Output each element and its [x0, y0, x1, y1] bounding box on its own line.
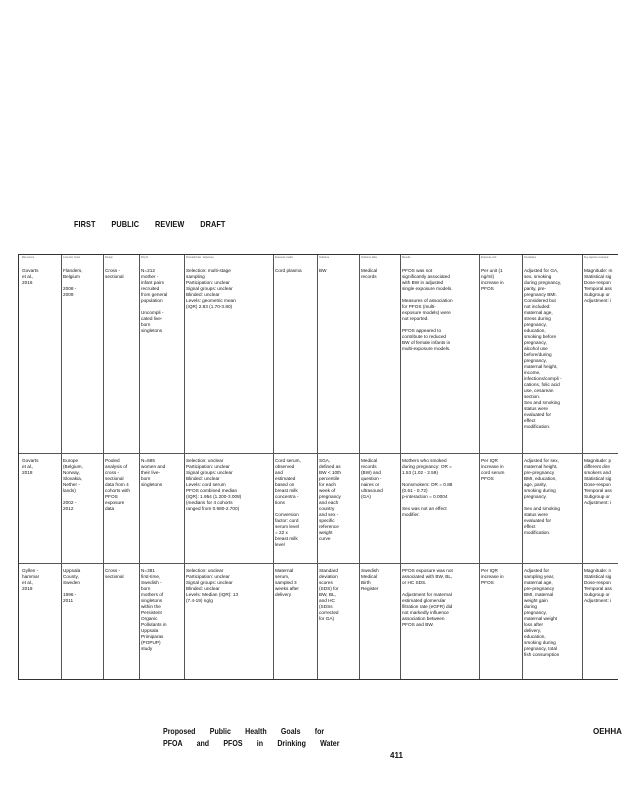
draft-label: FIRST PUBLIC REVIEW DRAFT [74, 219, 226, 229]
cell-results: Mothers who smoked during pregnancy: OR = 1.53 (1.02 - 2.59) Nonsmokers: OR = 0.88 (0.61 - 0.72) p-interaction = 0.0004 Sex was not an effect modifier. [402, 458, 453, 517]
cell-study: Govarts et al., 2016 [22, 268, 39, 285]
column-divider [103, 255, 104, 679]
cell-population: N=212 mother - infant pairs recruited from general population Uncompli - cated live- born singletons [141, 268, 168, 333]
cell-covariates: Adjusted for sampling year, maternal age, pre-pregnancy BMI, maternal weight gain during pregnancy, maternal weight loss after delivery, education, smoking during pregnancy, total fish consumption [524, 568, 560, 657]
cell-bias: Selection: unclear Participation: unclear Signal groups: unclear Blinded: unclear Levels: Median (IQR): 13 (7.4-19) ng/g [186, 568, 239, 603]
column-divider [139, 255, 140, 679]
cell-notes: Magnitude: n Statistical sig Dose-respon Temporal ass Subgroup or Adjustment: i [584, 568, 612, 603]
cell-population: N=381 first-time, Swedish - born mothers of singletons within the Persistent Organic Pollutants in Uppsala Primiparas (POPUP) study [141, 568, 167, 651]
cell-location: Uppsala County, Sweden 1996 - 2011 [63, 568, 81, 603]
cell-outcome-source: Swedish Medical Birth Register [361, 568, 379, 591]
cell-study: Govarts et al., 2018 [22, 458, 39, 475]
cell-bias: Selection: unclear Participation: unclear Signal groups: unclear Blinded: unclear Levels: cord serum PFOS combined median (IQR): 1.954 (1.200-3.008) (medians for 4 cohorts ranged from 0.980-2.700) [186, 458, 242, 511]
cell-population: N=685 women and their live- born singletons [141, 458, 166, 487]
cell-location: Flanders, Belgium 2008 - 2009 [63, 268, 83, 297]
cell-results: PFOS exposure was not associated with BW, BL, or HC SDS. Adjustment for maternal estimated glomerular filtration rate (eGFR) did not markedly influence association between PFOS and BW. [402, 568, 453, 627]
page-number: 411 [390, 751, 403, 760]
row-divider [19, 453, 618, 454]
cell-results: PFOS was not significantly associated with BW in adjusted single exposure models. Measures of association for PFOS (multi- exposure models) were not reported. PFOS appeared to contribute to reduced BW of female infants in multi-exposure models. [402, 268, 453, 351]
header-covariates: Covariates [524, 256, 536, 259]
header-exposure: Exposure matrix [275, 256, 294, 259]
column-divider [479, 255, 480, 679]
cell-outcome: Standard deviation scores (SDS) for BW, BL, and HC (SDSs corrected for GA) [319, 568, 339, 621]
column-divider [359, 255, 360, 679]
document-title-line1: Proposed Public Health Goals for [163, 727, 325, 736]
header-unit: Exposure unit [481, 256, 497, 259]
column-divider [582, 255, 583, 679]
cell-design: Pooled analysis of cross - sectional data from 4 cohorts with PFOS exposure data [105, 458, 131, 511]
cell-location: Europe (Belgium, Norway, Slovakia, Nether - lands) 2002 - 2012 [63, 458, 83, 511]
cell-outcome-source: Medical records [361, 268, 378, 279]
cell-notes: Magnitude: p different dire smokers and Statistical sig Dose-respon Temporal ass Subgroup or Adjustment: i [584, 458, 612, 505]
column-divider [273, 255, 274, 679]
cell-unit: Per IQR increase in PFOS [481, 568, 504, 585]
cell-exposure: Maternal serum, sampled 3 weeks after delivery [275, 568, 299, 597]
cell-exposure: Cord plasma [275, 268, 302, 273]
header-results: Results [402, 256, 411, 259]
evidence-table [18, 254, 618, 680]
header-outcome-source: Outcome data [361, 256, 377, 259]
header-notes: Key aspects reviewed [584, 256, 609, 259]
header-bias: Potential bias · Exposure [186, 256, 214, 259]
header-outcome: Outcome [319, 256, 330, 259]
cell-outcome: BW [319, 268, 327, 273]
document-title [163, 726, 339, 750]
cell-outcome-source: Medical records (BW) and question - naires or ultrasound (GA) [361, 458, 383, 499]
cell-covariates: Adjusted for sex, maternal height, pre-pregnancy BMI, education, age, parity, smoking during pregnancy. Sex and smoking status were evaluated for effect modification. [524, 458, 560, 535]
header-population: Pop N [141, 256, 148, 259]
header-location: Loca tion Years [63, 256, 81, 259]
cell-bias: Selection: multi-stage sampling Participation: unclear Signal groups: unclear Blinded: unclear Levels: geometric mean (IQR) 2.83 (1.70-3.80) [186, 268, 236, 309]
column-divider [61, 255, 62, 679]
column-divider [400, 255, 401, 679]
cell-outcome: SGA, defined as BW < 10th percentile for each week of pregnancy and each country and sex - specific reference weight curve [319, 458, 342, 541]
cell-study: Gyllen - hammar et al., 2018 [22, 568, 40, 591]
row-divider [19, 563, 618, 564]
cell-unit: Per unit (1 ng/ml) increase in PFOS [481, 268, 504, 291]
cell-design: Cross - sectional [105, 268, 124, 279]
column-divider [184, 255, 185, 679]
column-divider [522, 255, 523, 679]
column-divider [317, 255, 318, 679]
agency-name: OEHHA [593, 727, 622, 736]
header-design: Design [105, 256, 113, 259]
cell-unit: Per IQR increase in cord serum PFOS [481, 458, 505, 481]
header-study: Ref erence [22, 256, 35, 259]
cell-notes: Magnitude: m Statistical sig Dose-respon Temporal ass Subgroup or Adjustment: i [584, 268, 613, 303]
document-title-line2: PFOA and PFOS in Drinking Water [163, 739, 340, 748]
cell-exposure: Cord serum, observed and estimated based on breast milk concentra - tions Conversion factor: cord serum level = 22 x breast milk level [275, 458, 301, 547]
cell-covariates: Adjusted for GA, sex, smoking during pregnancy, parity, pre- pregnancy BMI. Considered but not included: maternal age, stress during pregnancy, education, smoking before pregnancy, alcohol use before/during pregnancy, maternal height, income, infections/compli - cations, folic acid use, cesarean section. Sex and smoking status were evaluated for effect modification. [524, 268, 562, 429]
cell-design: Cross - sectional [105, 568, 124, 579]
